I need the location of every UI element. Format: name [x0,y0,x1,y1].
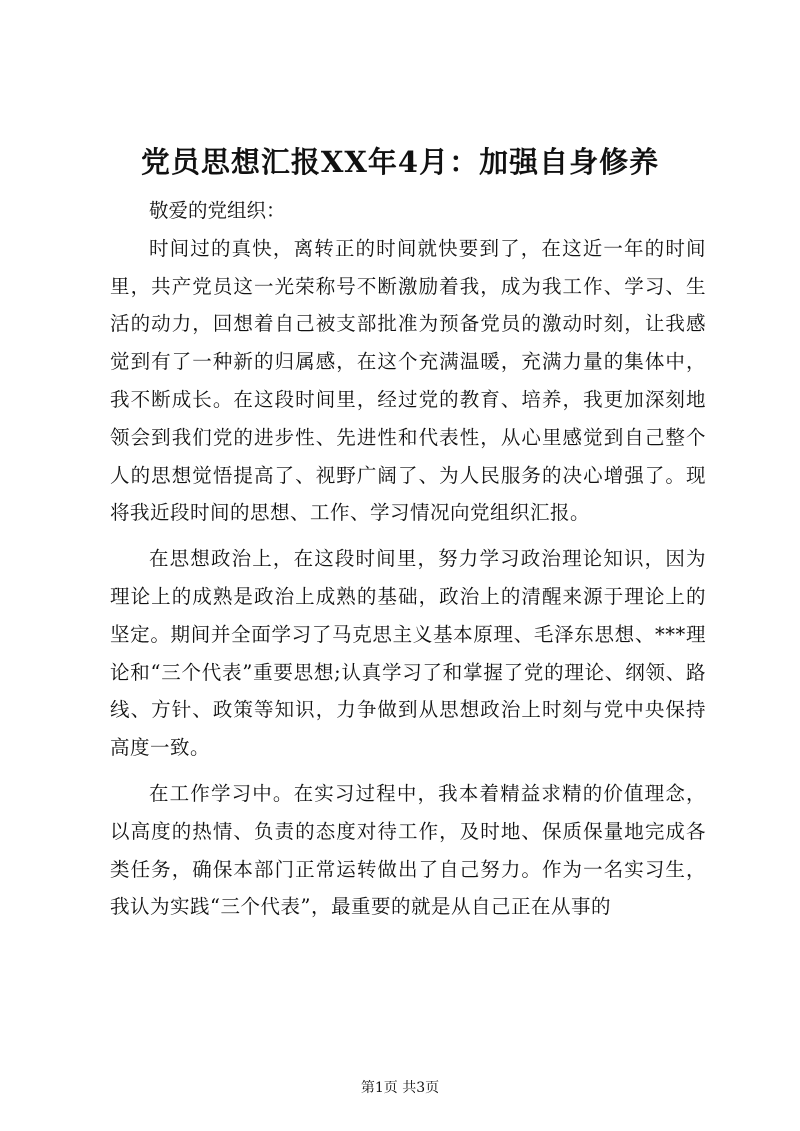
paragraph-intro: 时间过的真快，离转正的时间就快要到了，在这近一年的时间里，共产党员这一光荣称号不断激励着我，成为我工作、学习、生活的动力，回想着自己被支部批准为预备党员的激动时刻，让我感觉到有了一种新的归属感，在这个充满温暖，充满力量的集体中，我不断成长。在这段时间里，经过党的教育、培养，我更加深刻地领会到我们党的进步性、先进性和代表性，从心里感觉到自己整个人的思想觉悟提高了、视野广阔了、为人民服务的决心增强了。现将我近段时间的思想、工作、学习情况向党组织汇报。 [110,236,706,525]
paragraph-politics: 在思想政治上，在这段时间里，努力学习政治理论知识，因为理论上的成熟是政治上成熟的基础，政治上的清醒来源于理论上的坚定。期间并全面学习了马克思主义基本原理、毛泽东思想、***理论和“三个代表”重要思想;认真学习了和掌握了党的理论、纲领、路线、方针、政策等知识，力争做到从思想政治上时刻与党中央保持高度一致。 [110,547,706,760]
salutation: 敬爱的党组织： [149,199,286,222]
document-body [110,192,706,926]
page-number-footer: 第1页 共3页 [360,1080,440,1096]
paragraph-work-study: 在工作学习中。在实习过程中，我本着精益求精的价值理念，以高度的热情、负责的态度对待工作，及时地、保质保量地完成各类任务，确保本部门正常运转做出了自己努力。作为一名实习生，我认为实践“三个代表”，最重要的就是从自己正在从事的 [110,781,706,919]
document-title: 党员思想汇报XX年4月：加强自身修养 [140,145,660,179]
